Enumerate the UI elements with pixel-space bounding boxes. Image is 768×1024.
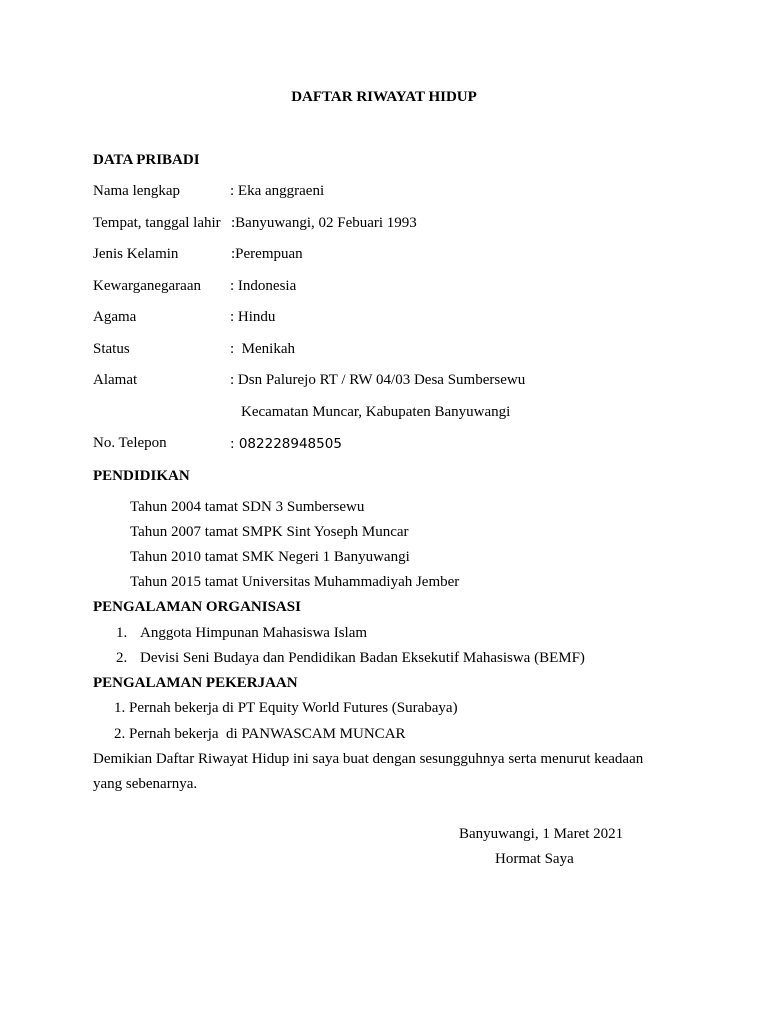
education-item: Tahun 2007 tamat SMPK Sint Yoseph Muncar	[130, 524, 409, 540]
field-label-telepon: No. Telepon	[93, 435, 167, 451]
work-item: 1. Pernah bekerja di PT Equity World Futures (Surabaya)	[114, 700, 458, 716]
field-value-ttl: :Banyuwangi, 02 Febuari 1993	[231, 215, 417, 231]
closing-statement-line1: Demikian Daftar Riwayat Hidup ini saya buat dengan sesungguhnya serta menurut keadaan	[93, 751, 644, 767]
education-item: Tahun 2010 tamat SMK Negeri 1 Banyuwangi	[130, 549, 410, 565]
field-label-kewarganegaraan: Kewarganegaraan	[93, 278, 201, 294]
section-heading-pekerjaan: PENGALAMAN PEKERJAAN	[93, 675, 298, 691]
field-value-kewarganegaraan: : Indonesia	[230, 278, 297, 294]
signature-regards: Hormat Saya	[495, 851, 574, 867]
document-title: DAFTAR RIWAYAT HIDUP	[291, 89, 477, 105]
field-label-agama: Agama	[93, 309, 137, 325]
field-value-agama: : Hindu	[230, 309, 276, 325]
signature-place-date: Banyuwangi, 1 Maret 2021	[459, 826, 624, 842]
education-item: Tahun 2004 tamat SDN 3 Sumbersewu	[130, 499, 365, 515]
field-label-ttl: Tempat, tanggal lahir	[93, 215, 221, 231]
field-label-nama: Nama lengkap	[93, 183, 181, 199]
section-heading-data-pribadi: DATA PRIBADI	[93, 152, 200, 168]
work-item: 2. Pernah bekerja di PANWASCAM MUNCAR	[114, 726, 406, 742]
field-value-status: : Menikah	[230, 341, 295, 357]
organization-item-number: 2.	[116, 650, 128, 666]
education-item: Tahun 2015 tamat Universitas Muhammadiyah Jember	[130, 574, 460, 590]
field-label-jenis-kelamin: Jenis Kelamin	[93, 246, 179, 262]
field-label-status: Status	[93, 341, 130, 357]
field-value-alamat: : Dsn Palurejo RT / RW 04/03 Desa Sumbersewu	[230, 372, 526, 388]
closing-statement-line2: yang sebenarnya.	[93, 776, 198, 792]
field-value-nama: : Eka anggraeni	[230, 183, 325, 199]
organization-item: Devisi Seni Budaya dan Pendidikan Badan Eksekutif Mahasiswa (BEMF)	[140, 650, 585, 666]
field-value-alamat-line2: Kecamatan Muncar, Kabupaten Banyuwangi	[241, 404, 511, 420]
organization-item-number: 1.	[116, 625, 128, 641]
organization-item: Anggota Himpunan Mahasiswa Islam	[140, 625, 368, 641]
field-label-alamat: Alamat	[93, 372, 138, 388]
section-heading-organisasi: PENGALAMAN ORGANISASI	[93, 599, 301, 615]
field-value-telepon: : 082228948505	[230, 436, 342, 452]
section-heading-pendidikan: PENDIDIKAN	[93, 468, 190, 484]
field-value-jenis-kelamin: :Perempuan	[231, 246, 303, 262]
